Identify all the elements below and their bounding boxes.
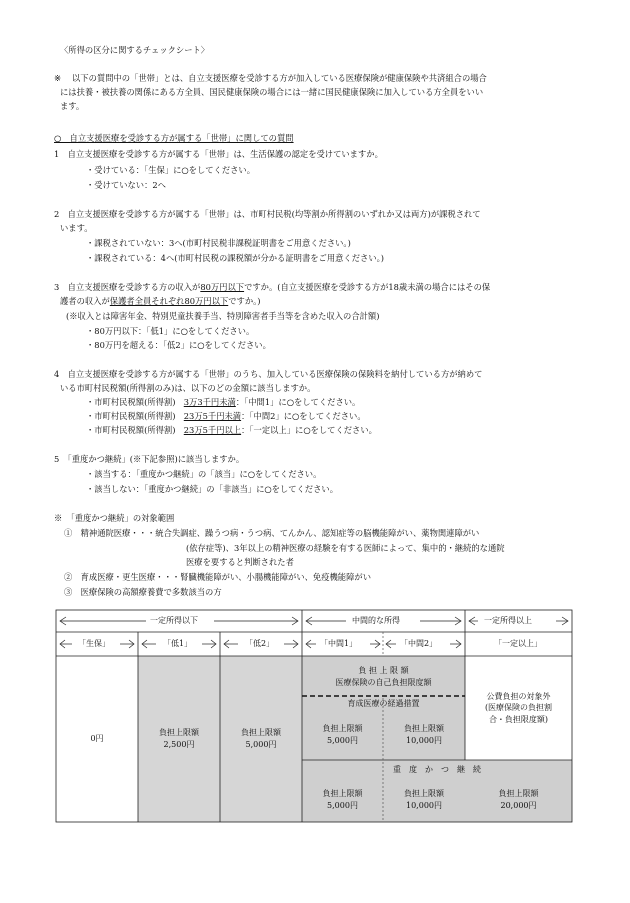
col-high: 「一定以上」 [494,639,542,648]
col-middle-2: 「中間2」 [400,639,438,648]
middle-2-cell: 負担上限額 10,000円 [404,724,444,745]
q4-option-3: ・市町村民税額(所得割) 23万5千円以上：「一定以上」に○をしてください。 [86,425,377,435]
middle-1-cell: 負担上限額 5,000円 [322,724,363,745]
note-line-3: ます。 [60,101,85,111]
q3-option-1: ・80万円以下：「低1」に○をしてください。 [86,326,255,336]
page-title: 〈所得の区分に関するチェックシート〉 [60,45,210,55]
question-1: 1 自立支援医療を受診する方が属する「世帯」は、生活保護の認定を受けていますか。 [54,149,383,159]
q2-option-2: ・課税されている：4へ(市町村民税の課税額が分かる証明書をご用意ください。) [86,253,384,263]
q5-option-2: ・該当しない：「重度かつ継続」の「非該当」に○をしてください。 [86,484,338,494]
question-2-line-1: 2 自立支援医療を受診する方が属する「世帯」は、市町村民税(均等割か所得割のいずれか又は両方)が課税されて [54,209,481,219]
cap-header: 負 担 上 限 額 医療保険の自己負担限度額 [335,666,432,687]
note-mark: ※ [54,73,61,83]
group-middle-income: 中間的な所得 [352,616,400,625]
transition-measure: 育成医療の経過措置 [347,699,420,709]
note-line-1: 以下の質問中の「世帯」とは、自立支援医療を受診する方が加入している医療保険が健康保険や共済組合の場合 [72,73,487,83]
group-high-income: 一定所得以上 [484,616,532,625]
col-middle-1: 「中間1」 [320,639,358,648]
q1-option-2: ・受けていない：2へ [86,180,166,190]
severe-middle-2-cell: 負担上限額 10,000円 [404,789,444,810]
public-excluded-cell: 公費負担の対象外 (医療保険の負担割 合・負担限度額) [484,691,553,724]
group-low-income: 一定所得以下 [150,616,198,625]
q4-option-2: ・市町村民税額(所得割) 23万5千円未満：「中間2」に○をしてください。 [86,411,366,421]
note-line-2: には扶養・被扶養の関係にある方全員、国民健康保険の場合には一緒に国民健康保険に加入している方全員をいい [60,87,484,97]
col-seiho: 「生保」 [78,639,110,648]
question-3-line-2: 護者の収入が保護者全員それぞれ80万円以下ですか。) [60,296,261,306]
question-5: 5 「重度かつ継続」(※下記参照)に該当しますか。 [54,454,245,464]
scope-item-1-line-1: ① 精神通院医療・・・統合失調症、躁うつ病・うつ病、てんかん、認知症等の脳機能障がい、薬物関連障がい [64,528,480,538]
low-2-cell: 負担上限額 5,000円 [241,728,281,749]
q3-option-2: ・80万円を超える：「低2」に○をしてください。 [86,340,271,350]
q2-option-1: ・課税されていない：3へ(市町村民税非課税証明書をご用意ください。) [86,238,351,248]
severe-middle-1-cell: 負担上限額 5,000円 [322,789,363,810]
question-4-line-1: 4 自立支援医療を受診する方が属する「世帯」のうち、加入している医療保険の保険料を納付している方が納めて [54,369,483,379]
scope-item-1-line-3: 医療を要すると判断された者 [186,557,294,567]
q4-option-1: ・市町村民税額(所得割) 3万3千円未満：「中間1」に○をしてください。 [86,397,361,407]
question-2-line-2: います。 [60,223,93,233]
scope-item-1-line-2: (依存症等)、3年以上の精神医療の経験を有する医師によって、集中的・継続的な通院 [186,543,505,553]
scope-heading: ※ 「重度かつ継続」の対象範囲 [54,513,175,523]
q1-option-1: ・受けている：「生保」に○をしてください。 [86,165,256,175]
section-heading: ○ 自立支援医療を受診する方が属する「世帯」に関しての質問 [54,133,294,143]
q3-income-note: (※収入とは障害年金、特別児童扶養手当、特別障害者手当等を含めた収入の合計額) [66,311,380,321]
col-low-1: 「低1」 [163,639,193,648]
severe-high-cell: 負担上限額 20,000円 [498,789,539,810]
severe-continuous-header: 重 度 か つ 継 続 [393,765,481,775]
seiho-amount: 0円 [90,734,104,744]
question-3-line-1: 3 自立支援医療を受診する方の収入が80万円以下ですか。(自立支援医療を受診する方が18歳未満の場合にはその保 [54,282,491,292]
scope-item-3: ③ 医療保険の高額療養費で多数該当の方 [64,587,222,597]
low-1-cell: 負担上限額 2,500円 [159,728,199,749]
q5-option-1: ・該当する：「重度かつ継続」の「該当」に○をしてください。 [86,469,322,479]
scope-item-2: ② 育成医療・更生医療・・・腎臓機能障がい、小腸機能障がい、免疫機能障がい [64,572,371,582]
question-4-line-2: いる市町村民税額(所得割のみ)は、以下のどの金額に該当しますか。 [60,383,316,393]
col-low-2: 「低2」 [245,639,275,648]
